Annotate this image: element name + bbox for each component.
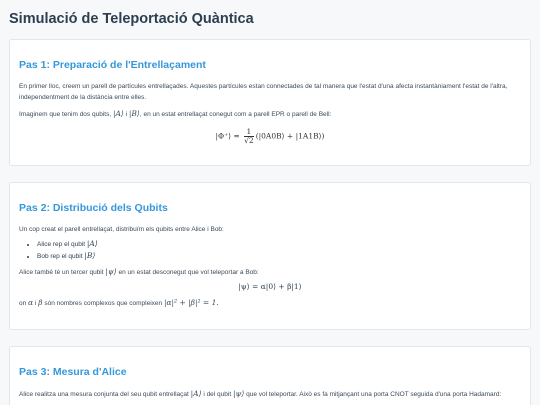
text: i [33, 300, 39, 307]
alpha-symbol: α [28, 298, 34, 307]
step-paragraph [19, 388, 521, 400]
qubit-symbol: |A⟩ [86, 239, 98, 248]
step-card-2 [9, 182, 531, 330]
step-card-3 [9, 346, 531, 405]
step-paragraph: Un cop creat el parell entrellaçat, distribuïm els qubits entre Alice i Bob: [19, 226, 224, 233]
text: Imaginem que tenim dos qubits, [19, 111, 113, 118]
step-paragraph [19, 266, 521, 278]
text: en un estat desconegut que vol teleportar a Bob: [116, 269, 259, 276]
beta-symbol: β [38, 298, 43, 307]
text: on [19, 300, 29, 307]
fraction [244, 128, 254, 145]
step-card-1 [9, 39, 531, 166]
text: , en un estat entrellaçat conegut com a parell EPR o parell de Bell: [139, 111, 332, 118]
text: que vol teleportar. Això es fa mitjançant una porta CNOT seguida d'una porta Hadamard: [244, 391, 502, 398]
fraction-denominator: √2 [244, 136, 254, 145]
qubit-symbol: |B⟩ [84, 250, 96, 260]
equation-lhs: |Φ⁺⟩ = [215, 131, 243, 141]
step-title: Pas 3: Mesura d'Alice [19, 366, 127, 378]
step-title: Pas 2: Distribució dels Qubits [19, 202, 168, 214]
text: Alice rep el qubit [37, 241, 87, 248]
step-paragraph [19, 297, 521, 309]
step-title: Pas 1: Preparació de l'Entrellaçament [19, 59, 206, 71]
bell-state-equation [19, 128, 521, 145]
text: són nombres complexos que compleixen [42, 300, 164, 307]
list-item [37, 251, 521, 263]
fraction-numerator: 1 [244, 128, 254, 137]
text: i del qubit [201, 391, 233, 398]
step-paragraph [19, 108, 521, 120]
psi-state-equation: |ψ⟩ = α|0⟩ + β|1⟩ [238, 282, 302, 291]
text: Alice també té un tercer qubit [19, 269, 106, 276]
qubit-symbol: |ψ⟩ [232, 389, 245, 398]
qubit-symbol: |ψ⟩ [105, 267, 117, 276]
step-paragraph: En primer lloc, creem un parell de partícules entrellaçades. Aquestes partícules estan connectades de tal manera que l'estat d'una afecta instantàniament l'estat de l'altra, independentment de la distància entre elles. [19, 83, 508, 101]
qubit-symbol: |A⟩ [112, 109, 124, 118]
text: i [123, 111, 129, 118]
page-title: Simulació de Teleportació Quàntica [9, 11, 254, 27]
qubit-distribution-list [19, 239, 521, 262]
list-item [37, 239, 521, 251]
qubit-symbol: |A⟩ [190, 389, 202, 398]
text: Alice realitza una mesura conjunta del seu qubit entrellaçat [19, 391, 191, 398]
text: Bob rep el qubit [37, 252, 85, 260]
normalization-equation: |α|² + |β|² = 1. [163, 298, 219, 307]
equation-rhs: (|0A0B⟩ + |1A1B⟩) [255, 131, 325, 141]
qubit-symbol: |B⟩ [128, 109, 140, 118]
